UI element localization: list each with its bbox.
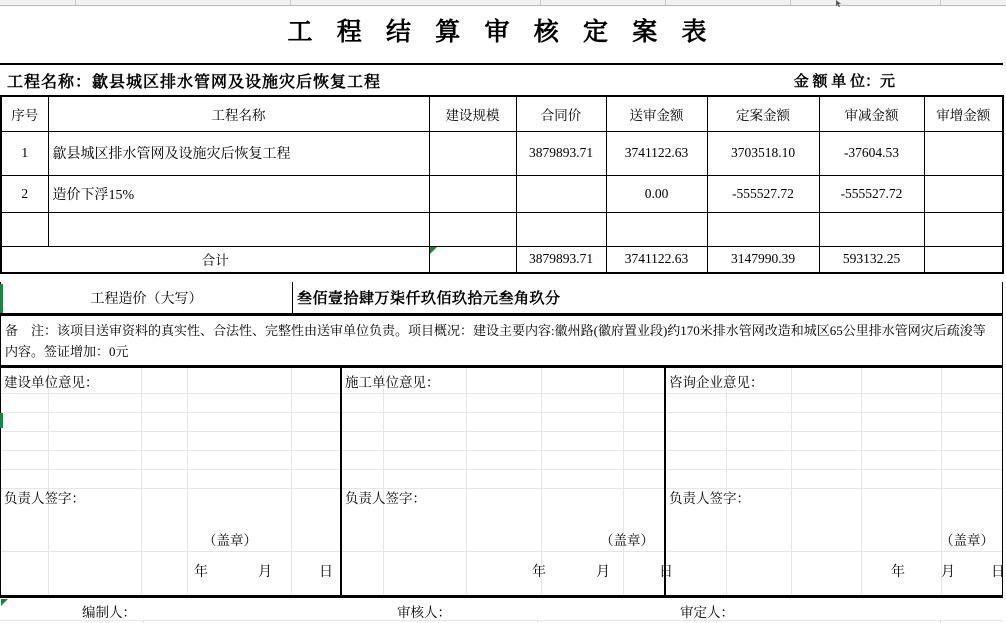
signer-label: 负责人签字：: [669, 491, 750, 506]
preparer-label: 编制人：: [82, 605, 136, 620]
cell-seq[interactable]: 2: [1, 175, 48, 212]
consulting-firm-opinion-area[interactable]: [666, 368, 1005, 595]
signer-label: 负责人签字：: [345, 491, 426, 506]
cell-scale[interactable]: [429, 175, 516, 212]
header-scale[interactable]: 建设规模: [429, 96, 516, 131]
seal-label: （盖章）: [940, 533, 994, 548]
page-title: 工 程 结 算 审 核 定 案 表: [287, 19, 716, 46]
approver-label: 审定人：: [680, 605, 734, 620]
header-submitted-amount[interactable]: 送审金额: [606, 96, 707, 131]
date-line: 年 月 日: [532, 565, 673, 580]
cell-contract-price[interactable]: 3879893.71: [516, 131, 606, 175]
cell-finalized-amount[interactable]: 3703518.10: [707, 131, 819, 175]
cell-project-name[interactable]: 歙县城区排水管网及设施灾后恢复工程: [48, 131, 429, 175]
opinion-label: 建设单位意见：: [4, 375, 99, 390]
remark-row[interactable]: [0, 316, 1003, 368]
total-increased-amount[interactable]: [924, 246, 1003, 273]
total-submitted-amount[interactable]: 3741122.63: [606, 246, 707, 273]
total-scale[interactable]: [429, 246, 516, 273]
cell-increased-amount[interactable]: [924, 131, 1003, 175]
cell-submitted-amount[interactable]: [606, 212, 707, 246]
error-indicator-icon: [1, 599, 8, 606]
date-line: 年 月 日: [891, 565, 1005, 580]
total-row: [1, 246, 1003, 273]
amount-in-words-label: 工程造价（大写）: [1, 282, 293, 313]
signer-label: 负责人签字：: [4, 491, 85, 506]
table-header-row: [1, 96, 1003, 131]
cell-increased-amount[interactable]: [924, 175, 1003, 212]
amount-in-words-value[interactable]: 叁佰壹拾肆万柒仟玖佰玖拾元叁角玖分: [297, 291, 561, 307]
cell-submitted-amount[interactable]: 3741122.63: [606, 131, 707, 175]
table-row: [1, 131, 1003, 175]
cell-scale[interactable]: [429, 212, 516, 246]
reviewer-label: 审核人：: [397, 605, 451, 620]
cell-reduced-amount[interactable]: -37604.53: [819, 131, 924, 175]
project-name-label: 工程名称：歙县城区排水管网及设施灾后恢复工程: [7, 73, 382, 91]
seal-label: （盖章）: [600, 533, 654, 548]
cell-finalized-amount[interactable]: -555527.72: [707, 175, 819, 212]
cell-contract-price[interactable]: [516, 175, 606, 212]
total-contract-price[interactable]: 3879893.71: [516, 246, 606, 273]
settlement-table: [0, 95, 1004, 274]
header-finalized-amount[interactable]: 定案金额: [707, 96, 819, 131]
construction-unit-opinion-area[interactable]: [1, 368, 342, 595]
cell-seq[interactable]: 1: [1, 131, 48, 175]
total-reduced-amount[interactable]: 593132.25: [819, 246, 924, 273]
header-reduced-amount[interactable]: 审减金额: [819, 96, 924, 131]
table-row: [1, 175, 1003, 212]
table-row: [1, 212, 1003, 246]
header-increased-amount[interactable]: 审增金额: [924, 96, 1003, 131]
total-finalized-amount[interactable]: 3147990.39: [707, 246, 819, 273]
error-indicator-icon: [430, 247, 437, 254]
cell-project-name[interactable]: 造价下浮15%: [48, 175, 429, 212]
amount-unit-label: 金 额 单 位：元: [793, 73, 895, 90]
amount-in-words-row: [0, 282, 1003, 316]
header-seq[interactable]: 序号: [1, 96, 48, 131]
selection-highlight: [0, 284, 3, 313]
cell-project-name[interactable]: [48, 212, 429, 246]
cell-increased-amount[interactable]: [924, 212, 1003, 246]
remark-text: 备 注：该项目送审资料的真实性、合法性、完整性由送审单位负责。项目概况：建设主要内容:徽州路(徽府置业段)约170米排水管网改造和城区65公里排水管网灾后疏浚等内容。签证增加：0元: [5, 323, 986, 359]
opinion-label: 咨询企业意见：: [669, 375, 764, 390]
total-label[interactable]: 合计: [1, 246, 429, 273]
header-project-name[interactable]: 工程名称: [48, 96, 429, 131]
cell-contract-price[interactable]: [516, 212, 606, 246]
seal-label: （盖章）: [203, 533, 257, 548]
contractor-opinion-area[interactable]: [342, 368, 673, 595]
cell-seq[interactable]: [1, 212, 48, 246]
opinions-section: [0, 368, 1003, 598]
cell-scale[interactable]: [429, 131, 516, 175]
opinion-label: 施工单位意见：: [345, 375, 440, 390]
meta-row: [0, 63, 1003, 95]
excel-row-strip: [0, 0, 1006, 6]
selection-highlight: [0, 413, 3, 428]
cell-submitted-amount[interactable]: 0.00: [606, 175, 707, 212]
cell-reduced-amount[interactable]: [819, 212, 924, 246]
header-contract-price[interactable]: 合同价: [516, 96, 606, 131]
cell-finalized-amount[interactable]: [707, 212, 819, 246]
footer-row: [0, 598, 1003, 623]
date-line: 年 月 日: [194, 565, 333, 580]
cell-reduced-amount[interactable]: -555527.72: [819, 175, 924, 212]
